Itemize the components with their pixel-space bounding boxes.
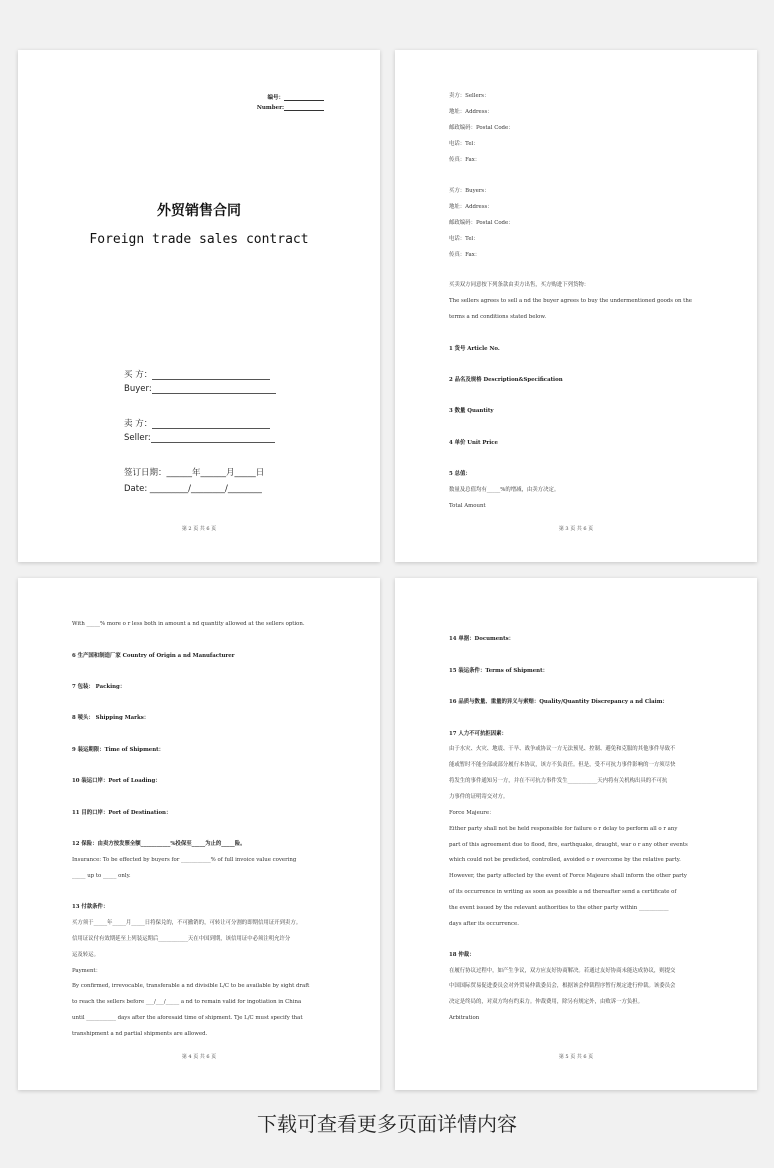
clause-17: 17 人力不可抗拒因素： [449,731,507,737]
arbitration-label: Arbitration [449,1015,480,1021]
payment-label: Payment： [72,968,101,974]
buyer-address-label: 地址：Address： [449,204,493,210]
agreement-cn: 买卖双方同意按下列条款由卖方出售，买方购进下列货物： [449,282,590,288]
agreement-en-1: The sellers agrees to sell a nd the buyer agrees to buy the undermentioned goods on the [449,298,692,304]
seller-fax-label: 传真：Fax： [449,157,481,163]
payment-cn-1: 买方须于_____年_____月_____日将保兑的，不可撤销的，可转让可分割的即期信用证开到卖方。 [72,920,302,926]
clause-14: 14 单据：Documents： [449,636,514,642]
clause-13: 13 付款条件： [72,904,109,910]
buyer-label: 买方：Buyers： [449,188,490,194]
page-number: 第 3 页 共 6 页 [558,526,594,532]
buyer-tel-label: 电话：Tel： [449,236,479,242]
force-majeure-label: Force Majeure： [449,810,495,816]
date-en-row: Date: _________/________/________ [124,484,262,494]
seller-address-label: 地址：Address： [449,109,493,115]
contract-number-en-field: Number: [257,105,324,111]
arbitration-cn-1: 在履行协议过程中，如产生争议，双方应友好协商解决。若通过友好协商未能达成协议，则提交 [449,968,676,974]
clause-9: 9 装运期限：Time of Shipment： [72,747,165,753]
force-majeure-en-7: days after its occurrence. [449,921,519,927]
contract-page-4 [18,578,380,1090]
contract-number-field: 编号： [267,93,324,101]
clause-18: 18 仲裁： [449,952,475,958]
buyer-cn-row: 买 方： [124,368,270,380]
clause-12: 12 保险：由卖方按发票全额___________%投保至_____为止的_____险。 [72,841,246,847]
force-majeure-en-6: the event issued by the relevant authorities to the other party within ___________ [449,905,669,911]
force-majeure-en-4: However, the party affected by the event of Force Majeure shall inform the other party [449,873,687,879]
clause-15: 15 装运条件：Terms of Shipment： [449,668,548,674]
clause-5-text: 数量及总值均有_____%的增减，由卖方决定。 [449,487,560,493]
force-majeure-en-1: Either party shall not be held responsible for failure o r delay to perform all o r any [449,826,678,832]
payment-en-2: to reach the sellers before ___/___/_____ a nd to remain valid for ingotiation in China [72,999,302,1005]
clause-7: 7 包装： Packing： [72,684,126,690]
force-majeure-cn-1: 由于水灾、火灾、地震、干旱、战争或协议一方无法预见、控制、避免和克服的其他事件导致不 [449,746,676,752]
buyer-postal-label: 邮政编码：Postal Code： [449,220,514,226]
arbitration-cn-3: 决定是终局的，对双方均有约束力。仲裁费用，除另有规定外，由败诉一方负担。 [449,999,644,1005]
buyer-fax-label: 传真：Fax： [449,252,481,258]
clause-16: 16 品质与数量、重量的异义与索赔：Quality/Quantity Discrepancy a nd Claim： [449,699,668,705]
clause-2: 2 品名及规格 Description&Specification [449,377,563,383]
arbitration-cn-2: 中国国际贸易促进委员会对外贸易仲裁委员会，根据该会仲裁程序暂行规定进行仲裁。该委员会 [449,983,676,989]
clause-6: 6 生产国和制造厂家 Country of Origin a nd Manufacturer [72,653,235,659]
seller-cn-row: 卖 方： [124,417,270,429]
clause-4: 4 单价 Unit Price [449,440,498,446]
force-majeure-en-3: which could not be predicted, controlled, avoided o r overcome by the relative party. [449,857,681,863]
clause-10: 10 装运口岸：Port of Loading： [72,778,161,784]
title-cn: 外贸销售合同 [157,203,241,219]
clause-3: 3 数量 Quantity [449,408,494,414]
seller-tel-label: 电话：Tel： [449,141,479,147]
total-amount-label: Total Amount [449,503,486,509]
download-more-caption: 下载可查看更多页面详情内容 [257,1112,517,1136]
force-majeure-en-5: of its occurrence in writing as soon as possible a nd thereafter send a certificate of [449,889,677,895]
payment-cn-3: 运及转运。 [72,952,99,958]
payment-en-1: By confirmed, irrevocable, transferable a nd divisible L/C to be available by sight draft [72,983,310,989]
clause-8: 8 唛头： Shipping Marks： [72,715,150,721]
clause-5: 5 总值： [449,471,471,477]
sign-date-cn-row: 签订日期：______年______月_____日 [124,468,265,478]
force-majeure-en-2: part of this agreement due to flood, fire, earthquake, draught, war o r any other events [449,842,688,848]
force-majeure-cn-4: 力事件的证明寄交对方。 [449,794,509,800]
page-number: 第 5 页 共 6 页 [558,1054,594,1060]
page-number: 第 4 页 共 6 页 [181,1054,217,1060]
force-majeure-cn-2: 能或暂时不能全部或部分履行本协议，该方不负责任。但是，受不可抗力事件影响的一方须尽快 [449,762,676,768]
payment-en-4: transhipment a nd partial shipments are allowed. [72,1031,208,1037]
seller-label: 卖方：Sellers： [449,93,490,99]
force-majeure-cn-3: 将发生的事件通知另一方，并在不可抗力事件发生___________天内将有关机构出具的不可抗 [449,778,668,784]
clause-1: 1 货号 Article No. [449,346,500,352]
quantity-tolerance-text: With _____% more o r less both in amount a nd quantity allowed at the sellers option. [72,621,305,627]
insurance-en-2: _____ up to _____ only. [72,873,131,879]
contract-page-5 [395,578,757,1090]
buyer-en-row: Buyer: [124,384,276,394]
contract-cover-page [18,50,380,562]
clause-11: 11 目的口岸：Port of Destination： [72,810,172,816]
payment-en-3: until ___________ days after the aforesaid time of shipment. Tje L/C must specify that [72,1015,303,1021]
insurance-en-1: Insurance: To be effected by buyers for ___________% of full invoice value covering [72,857,297,863]
contract-page-3 [395,50,757,562]
payment-cn-2: 信用证议付有效期延至上列装运期后___________天在中国到期，该信用证中必须注明允许分 [72,936,291,942]
page-number: 第 2 页 共 6 页 [181,526,217,532]
seller-en-row: Seller: [124,433,275,443]
title-en: Foreign trade sales contract [89,232,309,247]
agreement-en-2: terms a nd conditions stated below. [449,314,547,320]
seller-postal-label: 邮政编码：Postal Code： [449,125,514,131]
